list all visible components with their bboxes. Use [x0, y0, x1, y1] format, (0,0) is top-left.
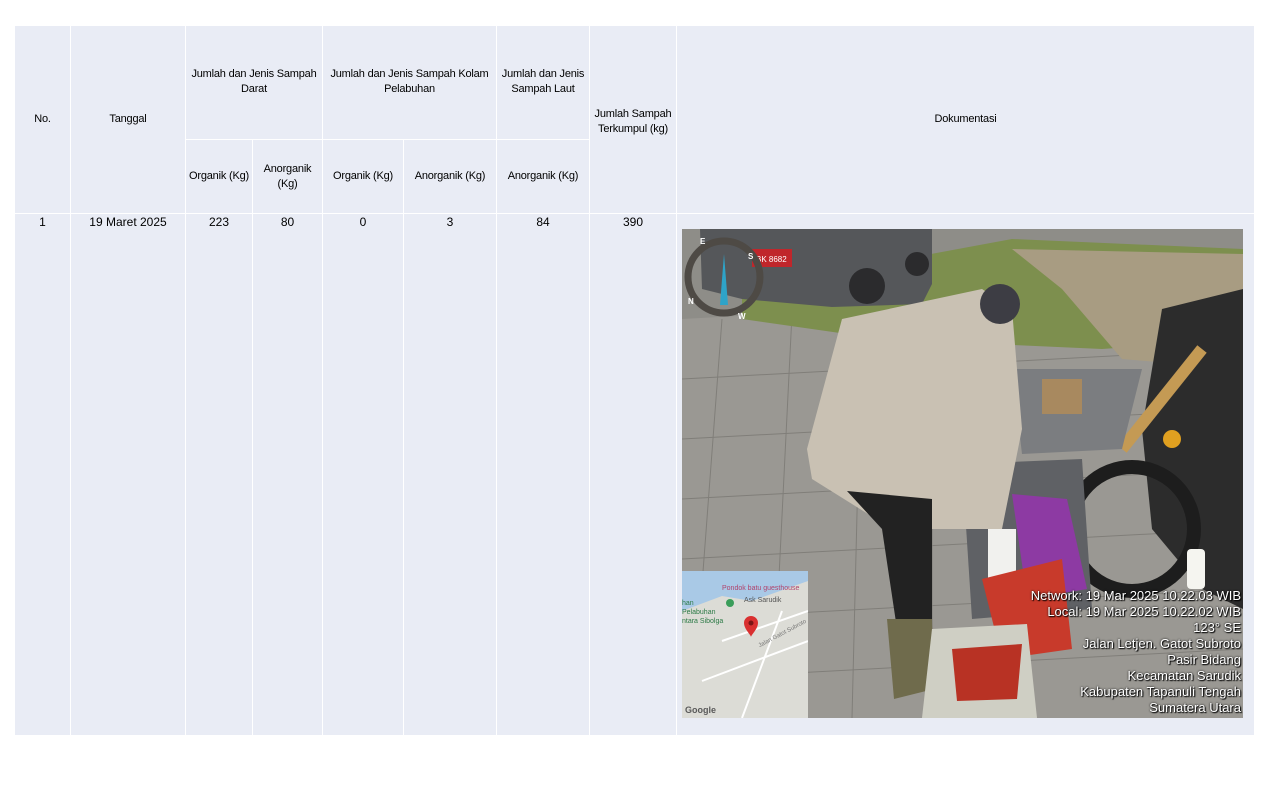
- map-label-guesthouse: Pondok batu guesthouse: [722, 585, 800, 592]
- header-no: No.: [34, 113, 51, 125]
- header-group-darat: Jumlah dan Jenis Sampah Darat: [191, 68, 317, 95]
- documentation-photo[interactable]: [682, 229, 1243, 718]
- header-tanggal: Tanggal: [109, 113, 147, 125]
- cell-no: 1: [39, 215, 46, 229]
- report-table: [15, 26, 1254, 735]
- cell-tanggal: 19 Maret 2025: [89, 215, 167, 229]
- header-darat-organik: Organik (Kg): [189, 170, 249, 182]
- header-dokumentasi: Dokumentasi: [934, 113, 997, 125]
- compass-letter: E: [700, 237, 706, 246]
- header-kolam-organik: Organik (Kg): [333, 170, 393, 182]
- stamp-province: Sumatera Utara: [1149, 700, 1241, 715]
- stamp-heading: 123° SE: [1193, 620, 1241, 635]
- license-plate-text: BK 8682: [756, 255, 787, 264]
- compass-letter: N: [688, 297, 694, 306]
- stamp-local: Local: 19 Mar 2025 10.22.02 WIB: [1047, 604, 1241, 619]
- location-minimap[interactable]: [682, 571, 808, 718]
- header-group-laut: Jumlah dan Jenis Sampah Laut: [501, 68, 585, 95]
- google-logo: Google: [685, 705, 716, 715]
- grid-line: [185, 26, 186, 735]
- cell-total: 390: [622, 215, 644, 229]
- stamp-village: Pasir Bidang: [1167, 652, 1241, 667]
- header-kolam-anorganik: Anorganik (Kg): [414, 170, 486, 182]
- header-group-kolam: Jumlah dan Jenis Sampah Kolam Pelabuhan: [330, 68, 489, 95]
- grid-line: [496, 26, 497, 735]
- map-label-port: han Pelabuhan ntara Sibolga: [682, 600, 724, 625]
- map-label-sarudik: Ask Sarudik: [744, 597, 782, 604]
- cell-darat-anorganik: 80: [280, 215, 295, 229]
- stamp-regency: Kabupaten Tapanuli Tengah: [1080, 684, 1241, 699]
- stamp-network: Network: 19 Mar 2025 10.22.03 WIB: [1030, 588, 1241, 603]
- compass-letter: W: [738, 312, 746, 321]
- cell-kolam-anorganik: 3: [446, 215, 454, 229]
- header-darat-anorganik: Anorganik (Kg): [263, 162, 312, 190]
- header-total: Jumlah Sampah Terkumpul (kg): [594, 107, 672, 135]
- cell-kolam-organik: 0: [359, 215, 367, 229]
- header-laut-anorganik: Anorganik (Kg): [507, 170, 579, 182]
- compass-letter: S: [748, 252, 754, 261]
- stamp-district: Kecamatan Sarudik: [1127, 668, 1241, 683]
- map-pin-icon: [744, 616, 758, 637]
- minimap-canvas: [682, 571, 808, 718]
- grid-line: [322, 26, 323, 735]
- stamp-street: Jalan Letjen. Gatot Subroto: [1082, 636, 1241, 651]
- cell-laut-anorganik: 84: [536, 215, 550, 229]
- photo-timestamp-overlay: [1031, 588, 1241, 716]
- map-label-street: Jalan Gatot Subroto: [757, 618, 808, 650]
- cell-darat-organik: 223: [208, 215, 230, 229]
